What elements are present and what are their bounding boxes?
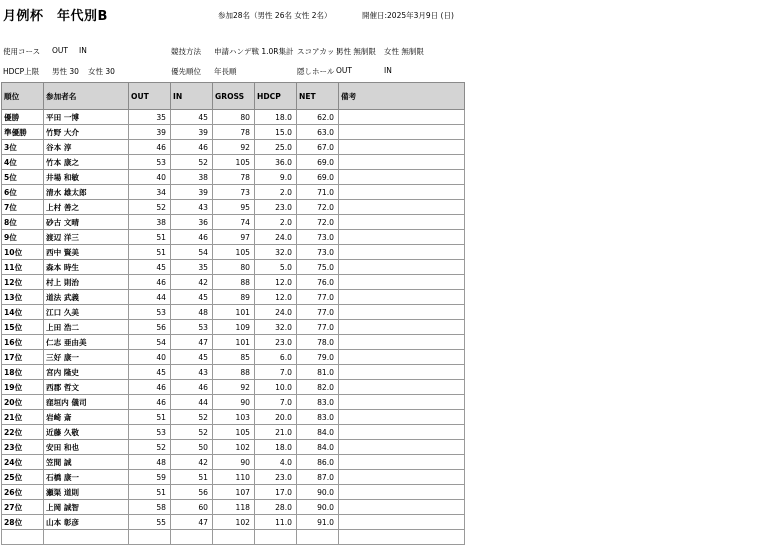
in-cell: 51 xyxy=(171,470,213,485)
gross-cell xyxy=(213,530,255,545)
out-cell: 53 xyxy=(129,305,171,320)
player-name-cell: 竹野 大介 xyxy=(44,125,129,140)
gross-cell: 101 xyxy=(213,335,255,350)
net-cell: 73.0 xyxy=(297,245,339,260)
rank-cell: 6位 xyxy=(2,185,44,200)
remarks-cell xyxy=(339,350,465,365)
out-cell: 38 xyxy=(129,215,171,230)
in-cell: 36 xyxy=(171,215,213,230)
net-cell: 72.0 xyxy=(297,200,339,215)
rank-cell: 28位 xyxy=(2,515,44,530)
in-cell: 46 xyxy=(171,230,213,245)
hdcp-cell: 4.0 xyxy=(255,455,297,470)
in-cell: 50 xyxy=(171,440,213,455)
remarks-cell xyxy=(339,395,465,410)
remarks-cell xyxy=(339,530,465,545)
net-cell: 86.0 xyxy=(297,455,339,470)
gross-cell: 102 xyxy=(213,440,255,455)
gross-cell: 80 xyxy=(213,110,255,125)
in-cell: 43 xyxy=(171,365,213,380)
col-header-net: NET xyxy=(297,83,339,110)
net-cell: 91.0 xyxy=(297,515,339,530)
player-name-cell: 笠間 誠 xyxy=(44,455,129,470)
gross-cell: 74 xyxy=(213,215,255,230)
out-cell: 51 xyxy=(129,245,171,260)
remarks-cell xyxy=(339,440,465,455)
hdcp-cell: 10.0 xyxy=(255,380,297,395)
remarks-cell xyxy=(339,305,465,320)
player-name-cell: 江口 久美 xyxy=(44,305,129,320)
col-header-remarks: 備考 xyxy=(339,83,465,110)
rank-cell: 23位 xyxy=(2,440,44,455)
in-cell: 52 xyxy=(171,425,213,440)
hidden-hole-label: 隠しホール xyxy=(297,67,335,76)
net-cell: 84.0 xyxy=(297,440,339,455)
gross-cell: 89 xyxy=(213,290,255,305)
remarks-cell xyxy=(339,155,465,170)
net-cell: 63.0 xyxy=(297,125,339,140)
gross-cell: 107 xyxy=(213,485,255,500)
rank-cell: 10位 xyxy=(2,245,44,260)
remarks-cell xyxy=(339,290,465,305)
col-header-rank: 順位 xyxy=(2,83,44,110)
player-name-cell: 竹本 康之 xyxy=(44,155,129,170)
rank-cell: 24位 xyxy=(2,455,44,470)
net-cell: 77.0 xyxy=(297,305,339,320)
hdcp-cell: 23.0 xyxy=(255,335,297,350)
player-name-cell: 谷本 淳 xyxy=(44,140,129,155)
page-title: 月例杯 年代別B xyxy=(3,9,108,24)
gross-cell: 78 xyxy=(213,125,255,140)
out-cell: 59 xyxy=(129,470,171,485)
rank-cell: 15位 xyxy=(2,320,44,335)
gross-cell: 78 xyxy=(213,170,255,185)
out-cell: 44 xyxy=(129,290,171,305)
player-name-cell: 砂古 文晴 xyxy=(44,215,129,230)
remarks-cell xyxy=(339,140,465,155)
out-cell: 52 xyxy=(129,440,171,455)
out-cell: 56 xyxy=(129,320,171,335)
remarks-cell xyxy=(339,200,465,215)
out-cell: 55 xyxy=(129,515,171,530)
table-row xyxy=(2,290,465,305)
player-name-cell xyxy=(44,530,129,545)
out-cell: 34 xyxy=(129,185,171,200)
hdcp-cell: 2.0 xyxy=(255,185,297,200)
rank-cell: 20位 xyxy=(2,395,44,410)
out-cell: 58 xyxy=(129,500,171,515)
table-row xyxy=(2,320,465,335)
col-header-gross: GROSS xyxy=(213,83,255,110)
in-cell: 60 xyxy=(171,500,213,515)
rank-cell: 18位 xyxy=(2,365,44,380)
remarks-cell xyxy=(339,410,465,425)
hdcp-cell: 18.0 xyxy=(255,440,297,455)
net-cell: 90.0 xyxy=(297,500,339,515)
net-cell: 72.0 xyxy=(297,215,339,230)
in-cell: 43 xyxy=(171,200,213,215)
table-row xyxy=(2,215,465,230)
out-cell: 45 xyxy=(129,365,171,380)
player-name-cell: 上岡 誠智 xyxy=(44,500,129,515)
out-cell: 54 xyxy=(129,335,171,350)
table-header-row xyxy=(2,83,465,110)
net-cell: 81.0 xyxy=(297,365,339,380)
player-name-cell: 瀬渠 道則 xyxy=(44,485,129,500)
table-row xyxy=(2,515,465,530)
net-cell: 84.0 xyxy=(297,425,339,440)
gross-cell: 97 xyxy=(213,230,255,245)
hdcp-male: 男性 30 xyxy=(52,67,79,76)
gross-cell: 101 xyxy=(213,305,255,320)
net-cell: 79.0 xyxy=(297,350,339,365)
in-cell: 47 xyxy=(171,335,213,350)
net-cell: 82.0 xyxy=(297,380,339,395)
net-cell: 73.0 xyxy=(297,230,339,245)
in-cell xyxy=(171,530,213,545)
rank-cell: 準優勝 xyxy=(2,125,44,140)
out-cell: 46 xyxy=(129,275,171,290)
rank-cell: 22位 xyxy=(2,425,44,440)
out-cell: 53 xyxy=(129,155,171,170)
gross-cell: 88 xyxy=(213,365,255,380)
course-out: OUT xyxy=(52,46,68,55)
net-cell: 90.0 xyxy=(297,485,339,500)
player-name-cell: 宮内 隆史 xyxy=(44,365,129,380)
hdcp-cell: 20.0 xyxy=(255,410,297,425)
hdcp-cell: 12.0 xyxy=(255,275,297,290)
net-cell: 62.0 xyxy=(297,110,339,125)
cut-label: スコアカット xyxy=(297,47,342,56)
table-row xyxy=(2,185,465,200)
table-row xyxy=(2,245,465,260)
net-cell: 87.0 xyxy=(297,470,339,485)
out-cell: 51 xyxy=(129,485,171,500)
hdcp-cell: 18.0 xyxy=(255,110,297,125)
rank-cell: 4位 xyxy=(2,155,44,170)
remarks-cell xyxy=(339,185,465,200)
table-row xyxy=(2,155,465,170)
remarks-cell xyxy=(339,215,465,230)
hdcp-cell: 9.0 xyxy=(255,170,297,185)
gross-cell: 88 xyxy=(213,275,255,290)
out-cell: 45 xyxy=(129,260,171,275)
hdcp-cell: 32.0 xyxy=(255,320,297,335)
in-cell: 39 xyxy=(171,185,213,200)
rank-cell: 優勝 xyxy=(2,110,44,125)
gross-cell: 110 xyxy=(213,470,255,485)
in-cell: 45 xyxy=(171,110,213,125)
player-name-cell: 岩崎 斎 xyxy=(44,410,129,425)
hdcp-cell: 5.0 xyxy=(255,260,297,275)
hdcp-cell: 23.0 xyxy=(255,470,297,485)
table-row xyxy=(2,455,465,470)
event-date: 開催日:2025年3月9日 (日) xyxy=(362,11,454,20)
player-name-cell: 近藤 久敬 xyxy=(44,425,129,440)
hdcp-female: 女性 30 xyxy=(88,67,115,76)
out-cell xyxy=(129,530,171,545)
out-cell: 40 xyxy=(129,170,171,185)
out-cell: 53 xyxy=(129,425,171,440)
gross-cell: 118 xyxy=(213,500,255,515)
remarks-cell xyxy=(339,260,465,275)
rank-cell: 11位 xyxy=(2,260,44,275)
gross-cell: 92 xyxy=(213,140,255,155)
player-name-cell: 道法 武義 xyxy=(44,290,129,305)
remarks-cell xyxy=(339,275,465,290)
net-cell: 69.0 xyxy=(297,155,339,170)
table-row xyxy=(2,275,465,290)
player-name-cell: 石橋 康一 xyxy=(44,470,129,485)
hidden-hole-out: OUT xyxy=(336,66,352,75)
priority-value: 年長順 xyxy=(214,67,237,76)
table-row xyxy=(2,440,465,455)
gross-cell: 90 xyxy=(213,455,255,470)
net-cell: 77.0 xyxy=(297,320,339,335)
out-cell: 51 xyxy=(129,410,171,425)
remarks-cell xyxy=(339,335,465,350)
gross-cell: 85 xyxy=(213,350,255,365)
cut-male: 男性 無制限 xyxy=(336,47,376,56)
table-row xyxy=(2,140,465,155)
hdcp-cell: 12.0 xyxy=(255,290,297,305)
player-name-cell: 窪垣内 儀司 xyxy=(44,395,129,410)
in-cell: 45 xyxy=(171,290,213,305)
rank-cell: 13位 xyxy=(2,290,44,305)
remarks-cell xyxy=(339,485,465,500)
col-header-out: OUT xyxy=(129,83,171,110)
rank-cell: 8位 xyxy=(2,215,44,230)
out-cell: 40 xyxy=(129,350,171,365)
remarks-cell xyxy=(339,110,465,125)
player-name-cell: 上田 浩二 xyxy=(44,320,129,335)
priority-label: 優先順位 xyxy=(171,67,201,76)
hdcp-cell: 32.0 xyxy=(255,245,297,260)
in-cell: 52 xyxy=(171,155,213,170)
table-row xyxy=(2,350,465,365)
player-name-cell: 森本 時生 xyxy=(44,260,129,275)
remarks-cell xyxy=(339,515,465,530)
hdcp-cell: 11.0 xyxy=(255,515,297,530)
col-header-name: 参加者名 xyxy=(44,83,129,110)
player-name-cell: 村上 則治 xyxy=(44,275,129,290)
rank-cell: 26位 xyxy=(2,485,44,500)
gross-cell: 102 xyxy=(213,515,255,530)
player-name-cell: 西中 賢美 xyxy=(44,245,129,260)
rank-cell: 14位 xyxy=(2,305,44,320)
rank-cell: 25位 xyxy=(2,470,44,485)
table-row xyxy=(2,395,465,410)
net-cell: 76.0 xyxy=(297,275,339,290)
net-cell: 77.0 xyxy=(297,290,339,305)
hidden-hole-in: IN xyxy=(384,66,392,75)
hdcp-cell: 7.0 xyxy=(255,395,297,410)
gross-cell: 73 xyxy=(213,185,255,200)
net-cell: 67.0 xyxy=(297,140,339,155)
hdcp-cell xyxy=(255,530,297,545)
remarks-cell xyxy=(339,500,465,515)
out-cell: 51 xyxy=(129,230,171,245)
player-name-cell: 平田 一博 xyxy=(44,110,129,125)
rank-cell: 9位 xyxy=(2,230,44,245)
hdcp-cell: 28.0 xyxy=(255,500,297,515)
hdcp-cell: 24.0 xyxy=(255,305,297,320)
gross-cell: 92 xyxy=(213,380,255,395)
hdcp-cell: 6.0 xyxy=(255,350,297,365)
in-cell: 46 xyxy=(171,140,213,155)
participants-count: 参加28名（男性 26名 女性 2名） xyxy=(218,11,332,20)
hdcp-cell: 2.0 xyxy=(255,215,297,230)
net-cell: 83.0 xyxy=(297,395,339,410)
player-name-cell: 安田 和也 xyxy=(44,440,129,455)
net-cell: 83.0 xyxy=(297,410,339,425)
remarks-cell xyxy=(339,365,465,380)
in-cell: 46 xyxy=(171,380,213,395)
rank-cell: 3位 xyxy=(2,140,44,155)
method-value: 申請ハンデ戦 1.0R集計 xyxy=(214,47,294,56)
in-cell: 56 xyxy=(171,485,213,500)
in-cell: 39 xyxy=(171,125,213,140)
table-row xyxy=(2,335,465,350)
in-cell: 38 xyxy=(171,170,213,185)
out-cell: 46 xyxy=(129,140,171,155)
net-cell: 69.0 xyxy=(297,170,339,185)
hdcp-cell: 21.0 xyxy=(255,425,297,440)
in-cell: 47 xyxy=(171,515,213,530)
remarks-cell xyxy=(339,380,465,395)
col-header-in: IN xyxy=(171,83,213,110)
player-name-cell: 仁志 亜由美 xyxy=(44,335,129,350)
player-name-cell: 井場 和敏 xyxy=(44,170,129,185)
player-name-cell: 清水 雄太郎 xyxy=(44,185,129,200)
table-row xyxy=(2,110,465,125)
gross-cell: 105 xyxy=(213,425,255,440)
rank-cell xyxy=(2,530,44,545)
rank-cell: 7位 xyxy=(2,200,44,215)
rank-cell: 27位 xyxy=(2,500,44,515)
player-name-cell: 渡辺 洋三 xyxy=(44,230,129,245)
in-cell: 54 xyxy=(171,245,213,260)
rank-cell: 21位 xyxy=(2,410,44,425)
col-header-hdcp: HDCP xyxy=(255,83,297,110)
net-cell: 75.0 xyxy=(297,260,339,275)
table-row xyxy=(2,380,465,395)
in-cell: 35 xyxy=(171,260,213,275)
table-row xyxy=(2,365,465,380)
remarks-cell xyxy=(339,320,465,335)
out-cell: 35 xyxy=(129,110,171,125)
remarks-cell xyxy=(339,230,465,245)
gross-cell: 105 xyxy=(213,155,255,170)
cut-female: 女性 無制限 xyxy=(384,47,424,56)
hdcp-cell: 7.0 xyxy=(255,365,297,380)
table-row xyxy=(2,500,465,515)
hdcp-cell: 17.0 xyxy=(255,485,297,500)
hdcp-cell: 25.0 xyxy=(255,140,297,155)
remarks-cell xyxy=(339,245,465,260)
rank-cell: 16位 xyxy=(2,335,44,350)
hdcp-label: HDCP上限 xyxy=(3,67,40,76)
gross-cell: 80 xyxy=(213,260,255,275)
remarks-cell xyxy=(339,455,465,470)
table-row xyxy=(2,410,465,425)
hdcp-cell: 24.0 xyxy=(255,230,297,245)
player-name-cell: 三好 康一 xyxy=(44,350,129,365)
hdcp-cell: 23.0 xyxy=(255,200,297,215)
gross-cell: 90 xyxy=(213,395,255,410)
gross-cell: 109 xyxy=(213,320,255,335)
gross-cell: 105 xyxy=(213,245,255,260)
rank-cell: 12位 xyxy=(2,275,44,290)
gross-cell: 103 xyxy=(213,410,255,425)
results-table xyxy=(1,82,465,545)
out-cell: 46 xyxy=(129,380,171,395)
hdcp-cell: 15.0 xyxy=(255,125,297,140)
net-cell xyxy=(297,530,339,545)
in-cell: 45 xyxy=(171,350,213,365)
out-cell: 48 xyxy=(129,455,171,470)
out-cell: 39 xyxy=(129,125,171,140)
rank-cell: 17位 xyxy=(2,350,44,365)
remarks-cell xyxy=(339,170,465,185)
net-cell: 78.0 xyxy=(297,335,339,350)
net-cell: 71.0 xyxy=(297,185,339,200)
in-cell: 44 xyxy=(171,395,213,410)
table-row xyxy=(2,260,465,275)
in-cell: 52 xyxy=(171,410,213,425)
in-cell: 42 xyxy=(171,455,213,470)
remarks-cell xyxy=(339,470,465,485)
remarks-cell xyxy=(339,425,465,440)
remarks-cell xyxy=(339,125,465,140)
course-label: 使用コース xyxy=(3,47,41,56)
table-row-empty xyxy=(2,530,465,545)
player-name-cell: 西郡 哲文 xyxy=(44,380,129,395)
in-cell: 48 xyxy=(171,305,213,320)
table-row xyxy=(2,230,465,245)
table-row xyxy=(2,200,465,215)
table-row xyxy=(2,125,465,140)
gross-cell: 95 xyxy=(213,200,255,215)
rank-cell: 19位 xyxy=(2,380,44,395)
course-in: IN xyxy=(79,46,87,55)
out-cell: 52 xyxy=(129,200,171,215)
table-row xyxy=(2,170,465,185)
table-row xyxy=(2,470,465,485)
table-row xyxy=(2,485,465,500)
table-row xyxy=(2,305,465,320)
player-name-cell: 山本 彰彦 xyxy=(44,515,129,530)
table-row xyxy=(2,425,465,440)
out-cell: 46 xyxy=(129,395,171,410)
in-cell: 42 xyxy=(171,275,213,290)
in-cell: 53 xyxy=(171,320,213,335)
method-label: 競技方法 xyxy=(171,47,201,56)
rank-cell: 5位 xyxy=(2,170,44,185)
player-name-cell: 上村 善之 xyxy=(44,200,129,215)
hdcp-cell: 36.0 xyxy=(255,155,297,170)
